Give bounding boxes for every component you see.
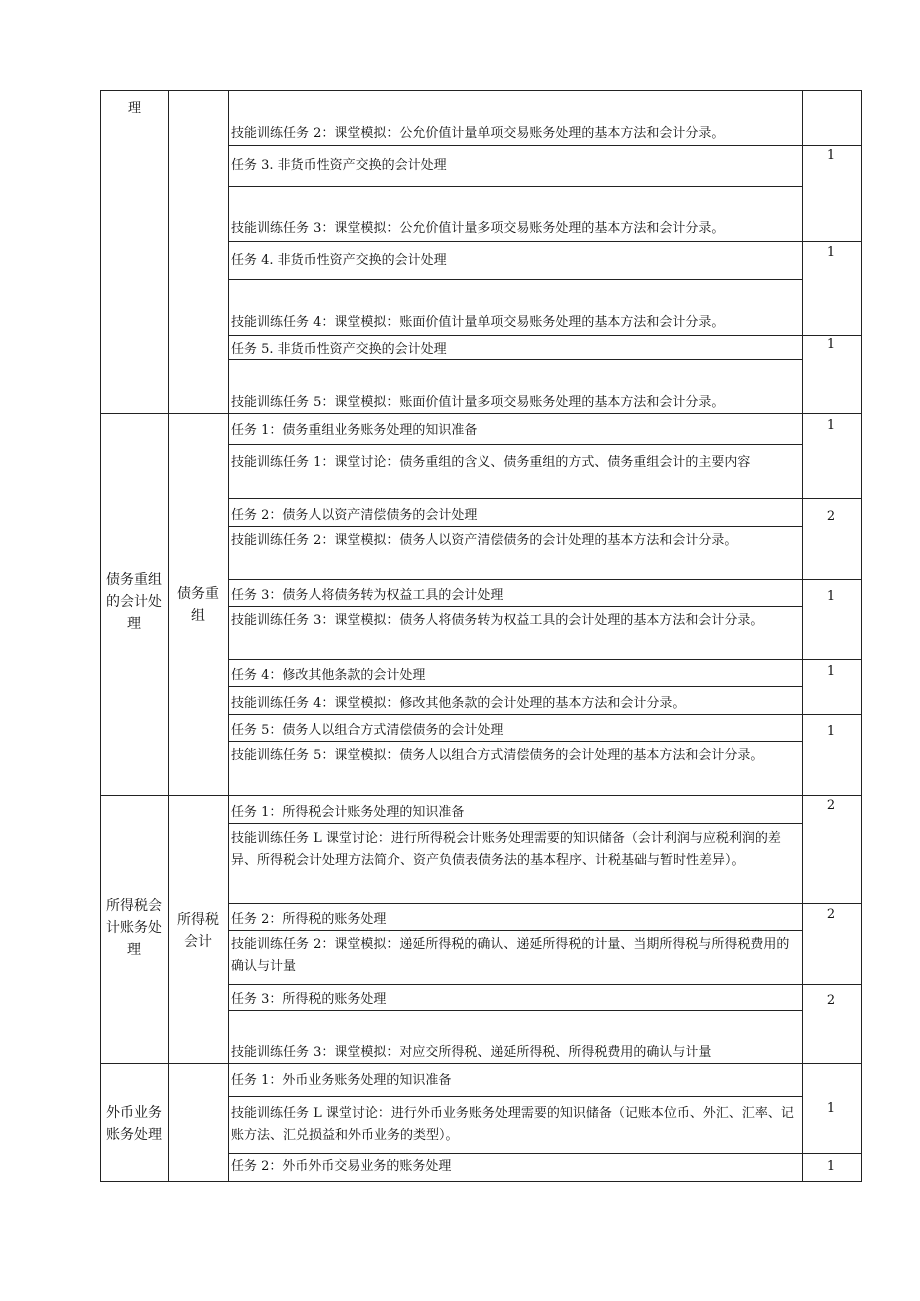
hours-value: 1 bbox=[826, 724, 836, 739]
row-divider bbox=[228, 1010, 802, 1011]
hours-value: 2 bbox=[826, 907, 836, 922]
task-text: 任务 4. 非货币性资产交换的会计处理 bbox=[231, 253, 447, 268]
row-divider bbox=[228, 686, 802, 687]
hours-value: 1 bbox=[826, 664, 836, 679]
hours-value: 1 bbox=[826, 1159, 836, 1174]
group-divider bbox=[228, 335, 862, 336]
task-text: 任务 1：所得税会计账务处理的知识准备 bbox=[231, 805, 465, 820]
task-text: 任务 3：所得税的账务处理 bbox=[231, 992, 387, 1007]
hours-value: 2 bbox=[826, 509, 836, 524]
task-text: 技能训练任务 2：课堂模拟：债务人以资产清偿债务的会计处理的基本方法和会计分录。 bbox=[231, 533, 738, 548]
task-text: 技能训练任务 3：课堂模拟：对应交所得税、递延所得税、所得税费用的确认与计量 bbox=[231, 1045, 712, 1060]
task-text: 任务 1：债务重组业务账务处理的知识准备 bbox=[231, 423, 478, 438]
module-title: 所得税会计 bbox=[177, 912, 219, 950]
hours-value: 2 bbox=[826, 993, 836, 1008]
group-divider bbox=[228, 659, 862, 660]
row-divider bbox=[228, 526, 802, 527]
group-divider bbox=[228, 1153, 862, 1154]
row-divider bbox=[228, 279, 802, 280]
task-text: 技能训练任务 5：课堂模拟：账面价值计量多项交易账务处理的基本方法和会计分录。 bbox=[231, 395, 725, 410]
hours-value: 1 bbox=[826, 418, 836, 433]
table-col-divider-2 bbox=[228, 90, 229, 1182]
chapter-title: 外币业务账务处理 bbox=[106, 1105, 162, 1143]
task-text: 技能训练任务 2：课堂模拟：公允价值计量单项交易账务处理的基本方法和会计分录。 bbox=[231, 126, 725, 141]
row-divider bbox=[228, 823, 802, 824]
row-divider bbox=[228, 606, 802, 607]
task-text: 技能训练任务 5：课堂模拟：债务人以组合方式清偿债务的会计处理的基本方法和会计分录。 bbox=[231, 748, 764, 763]
task-text: 任务 1：外币业务账务处理的知识准备 bbox=[231, 1073, 452, 1088]
task-text: 技能训练任务 4：课堂模拟：修改其他条款的会计处理的基本方法和会计分录。 bbox=[231, 696, 686, 711]
row-divider bbox=[228, 186, 802, 187]
table-border-right bbox=[861, 90, 862, 1182]
hours-value: 1 bbox=[826, 245, 836, 260]
group-divider bbox=[228, 903, 862, 904]
task-text: 技能训练任务 L 课堂讨论：进行所得税会计账务处理需要的知识储备（会计利润与应税利润的差异、所得税会计处理方法简介、资产负债表债务法的基本程序、计税基础与暂时性差异）。 bbox=[231, 831, 781, 868]
task-text: 任务 3. 非货币性资产交换的会计处理 bbox=[231, 158, 447, 173]
row-divider bbox=[228, 444, 802, 445]
table-border-top bbox=[100, 90, 862, 91]
group-divider bbox=[228, 579, 862, 580]
module-title: 债务重组 bbox=[177, 586, 219, 624]
group-divider bbox=[228, 145, 862, 146]
chapter-title: 所得税会计账务处理 bbox=[106, 898, 162, 958]
section-divider bbox=[100, 795, 862, 796]
task-text: 任务 2：债务人以资产清偿债务的会计处理 bbox=[231, 508, 478, 523]
task-text: 任务 3：债务人将债务转为权益工具的会计处理 bbox=[231, 588, 504, 603]
task-text: 任务 4：修改其他条款的会计处理 bbox=[231, 668, 426, 683]
row-divider bbox=[228, 741, 802, 742]
hours-value: 1 bbox=[826, 148, 836, 163]
hours-value: 2 bbox=[826, 798, 836, 813]
task-text: 技能训练任务 2：课堂模拟：递延所得税的确认、递延所得税的计量、当期所得税与所得税费用的确认与计量 bbox=[231, 937, 790, 974]
task-text: 任务 2：所得税的账务处理 bbox=[231, 912, 387, 927]
task-text: 任务 5：债务人以组合方式清偿债务的会计处理 bbox=[231, 723, 504, 738]
chapter-title: 债务重组的会计处理 bbox=[106, 572, 162, 632]
task-text: 技能训练任务 L 课堂讨论：进行外币业务账务处理需要的知识储备（记账本位币、外汇、汇率、记账方法、汇兑损益和外币业务的类型）。 bbox=[231, 1106, 794, 1143]
group-divider bbox=[228, 498, 862, 499]
table-col-divider-1 bbox=[168, 90, 169, 1182]
task-text: 技能训练任务 3：课堂模拟：公允价值计量多项交易账务处理的基本方法和会计分录。 bbox=[231, 221, 725, 236]
task-text: 任务 5. 非货币性资产交换的会计处理 bbox=[231, 342, 447, 357]
group-divider bbox=[228, 714, 862, 715]
chapter-title: 理 bbox=[128, 101, 142, 116]
table-border-bottom bbox=[100, 1181, 862, 1182]
hours-value: 1 bbox=[826, 337, 836, 352]
group-divider bbox=[228, 241, 862, 242]
row-divider bbox=[228, 1096, 802, 1097]
task-text: 任务 2：外币外币交易业务的账务处理 bbox=[231, 1159, 452, 1174]
row-divider bbox=[228, 930, 802, 931]
section-divider bbox=[100, 413, 862, 414]
task-text: 技能训练任务 4：课堂模拟：账面价值计量单项交易账务处理的基本方法和会计分录。 bbox=[231, 315, 725, 330]
table-border-left bbox=[100, 90, 101, 1182]
hours-value: 1 bbox=[826, 1101, 836, 1116]
hours-value: 1 bbox=[826, 589, 836, 604]
task-text: 技能训练任务 1：课堂讨论：债务重组的含义、债务重组的方式、债务重组会计的主要内容 bbox=[231, 455, 751, 470]
group-divider bbox=[228, 984, 862, 985]
task-text: 技能训练任务 3：课堂模拟：债务人将债务转为权益工具的会计处理的基本方法和会计分录。 bbox=[231, 613, 764, 628]
row-divider bbox=[228, 359, 802, 360]
section-divider bbox=[100, 1063, 862, 1064]
